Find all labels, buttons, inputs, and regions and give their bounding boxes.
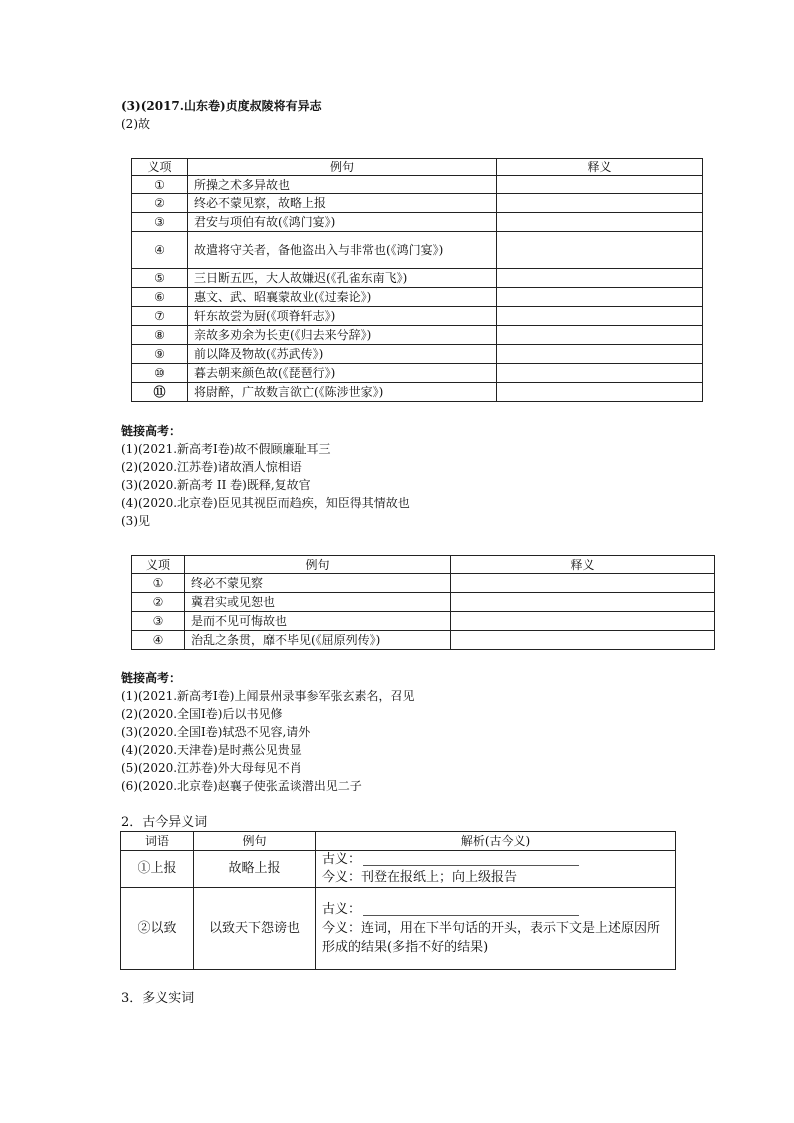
example-cell: 以致天下怨谤也: [194, 888, 316, 970]
row-meaning-cell[interactable]: [497, 269, 703, 288]
link-item: (4)(2020.北京卷)臣见其视臣而趋疾，知臣得其情故也: [121, 496, 410, 510]
link-item: (2)(2020.全国Ⅰ卷)后以书见修: [121, 707, 283, 721]
gu-yi-line[interactable]: [322, 900, 669, 919]
row-meaning-cell[interactable]: [451, 574, 715, 593]
link-item: (2)(2020.江苏卷)诸故酒人惊相语: [121, 460, 302, 474]
row-example: 轩东故尝为厨(《项脊轩志》): [188, 307, 497, 326]
link-item: (3)(2020.新高考 II 卷)既释,复故官: [121, 478, 311, 492]
table-row: [132, 326, 703, 345]
gu-yi-label: 古义：: [322, 902, 362, 917]
row-example: 所操之术多异故也: [188, 176, 497, 194]
section-heading-duoyi: 3．多义实词: [121, 991, 195, 1006]
table-row: [132, 631, 715, 650]
row-number: ⑤: [132, 269, 188, 288]
row-example: 终必不蒙见察，故略上报: [188, 194, 497, 213]
table-row: [132, 213, 703, 232]
row-number: ③: [132, 612, 185, 631]
table-row: [132, 269, 703, 288]
link-item: (6)(2020.北京卷)赵襄子使张孟谈潜出见二子: [121, 779, 362, 793]
row-number: ⑧: [132, 326, 188, 345]
link-item: (1)(2021.新高考Ⅰ卷)上闻景州录事参军张玄素名，召见: [121, 689, 415, 703]
header-ciyu: 词语: [121, 832, 194, 851]
link-item: (1)(2021.新高考Ⅰ卷)故不假顾廉耻耳三: [121, 442, 331, 456]
table-row: [132, 232, 703, 269]
header-shiyi: 释义: [497, 159, 703, 176]
table-jian: [131, 555, 715, 650]
row-example: 将尉醉，广故数言欲亡(《陈涉世家》): [188, 383, 497, 402]
row-meaning-cell[interactable]: [497, 194, 703, 213]
row-meaning-cell[interactable]: [497, 213, 703, 232]
fill-blank[interactable]: [363, 903, 579, 916]
link-gaokao-title: 链接高考：: [121, 671, 182, 685]
row-number: ⑪: [132, 383, 188, 402]
table-row: [132, 345, 703, 364]
header-liju: 例句: [185, 556, 451, 574]
row-example: 亲故多劝余为长吏(《归去来兮辞》): [188, 326, 497, 345]
row-example: 故遣将守关者，备他盗出入与非常也(《鸿门宴》): [188, 232, 497, 269]
link-item: (3)(2020.全国Ⅰ卷)轼恐不见容,请外: [121, 725, 311, 739]
row-number: ③: [132, 213, 188, 232]
word-cell: ②以致: [121, 888, 194, 970]
gu-yi-line[interactable]: [322, 851, 669, 869]
row-number: ①: [132, 176, 188, 194]
jin-yi-line: 今义：刊登在报纸上；向上级报告: [322, 870, 518, 885]
row-meaning-cell[interactable]: [497, 288, 703, 307]
row-number: ①: [132, 574, 185, 593]
row-example: 三日断五匹，大人故嫌迟(《孔雀东南飞》): [188, 269, 497, 288]
header-yixiang: 义项: [132, 556, 185, 574]
word-cell: ①上报: [121, 851, 194, 888]
analysis-cell: [316, 851, 676, 888]
table-row: [132, 307, 703, 326]
row-number: ⑦: [132, 307, 188, 326]
row-example: 冀君实或见恕也: [185, 593, 451, 612]
fill-blank[interactable]: [363, 853, 579, 866]
header-liju: 例句: [188, 159, 497, 176]
example-cell: 故略上报: [194, 851, 316, 888]
row-example: 前以降及物故(《苏武传》): [188, 345, 497, 364]
row-meaning-cell[interactable]: [497, 345, 703, 364]
subsection-label-gu: (2)故: [121, 117, 150, 131]
row-meaning-cell[interactable]: [451, 631, 715, 650]
row-example: 君安与项伯有故(《鸿门宴》): [188, 213, 497, 232]
row-example: 治乱之条贯，靡不毕见(《屈原列传》): [185, 631, 451, 650]
row-number: ④: [132, 232, 188, 269]
header-jiexi: 解析(古今义): [316, 832, 676, 851]
header-shiyi: 释义: [451, 556, 715, 574]
row-example: 惠文、武、昭襄蒙故业(《过秦论》): [188, 288, 497, 307]
header-yixiang: 义项: [132, 159, 188, 176]
row-meaning-cell[interactable]: [451, 593, 715, 612]
table-row: [132, 383, 703, 402]
table-gujin: [120, 831, 676, 970]
row-meaning-cell[interactable]: [497, 326, 703, 345]
table-row: [132, 612, 715, 631]
table-row: [132, 176, 703, 194]
row-meaning-cell[interactable]: [497, 307, 703, 326]
link-gaokao-title: 链接高考：: [121, 424, 182, 438]
table-row: [132, 288, 703, 307]
subsection-label-jian: (3)见: [121, 514, 150, 528]
row-meaning-cell[interactable]: [497, 364, 703, 383]
row-example: 是而不见可悔故也: [185, 612, 451, 631]
table-gu: [131, 158, 703, 402]
row-number: ⑥: [132, 288, 188, 307]
row-number: ⑩: [132, 364, 188, 383]
row-number: ④: [132, 631, 185, 650]
table-row: [121, 851, 676, 888]
row-number: ②: [132, 593, 185, 612]
link-item: (5)(2020.江苏卷)外大母每见不肖: [121, 761, 302, 775]
table-row: [132, 574, 715, 593]
header-liju: 例句: [194, 832, 316, 851]
row-meaning-cell[interactable]: [451, 612, 715, 631]
table-row: [132, 194, 703, 213]
section-heading-gujin: 2．古今异义词: [121, 815, 208, 830]
analysis-cell: [316, 888, 676, 970]
row-meaning-cell[interactable]: [497, 383, 703, 402]
row-example: 终必不蒙见察: [185, 574, 451, 593]
jin-yi-line: 今义：连词，用在下半句话的开头，表示下文是上述原因所形成的结果(多指不好的结果): [322, 921, 661, 955]
section-title-zhendu: (3)(2017.山东卷)贞度叔陵将有异志: [121, 99, 322, 113]
gu-yi-label: 古义：: [322, 852, 362, 867]
row-example: 暮去朝来颜色故(《琵琶行》): [188, 364, 497, 383]
table-row: [132, 593, 715, 612]
link-item: (4)(2020.天津卷)是时燕公见贵显: [121, 743, 302, 757]
table-row: [132, 364, 703, 383]
row-meaning-cell[interactable]: [497, 232, 703, 269]
row-number: ②: [132, 194, 188, 213]
row-meaning-cell[interactable]: [497, 176, 703, 194]
row-number: ⑨: [132, 345, 188, 364]
table-row: [121, 888, 676, 970]
